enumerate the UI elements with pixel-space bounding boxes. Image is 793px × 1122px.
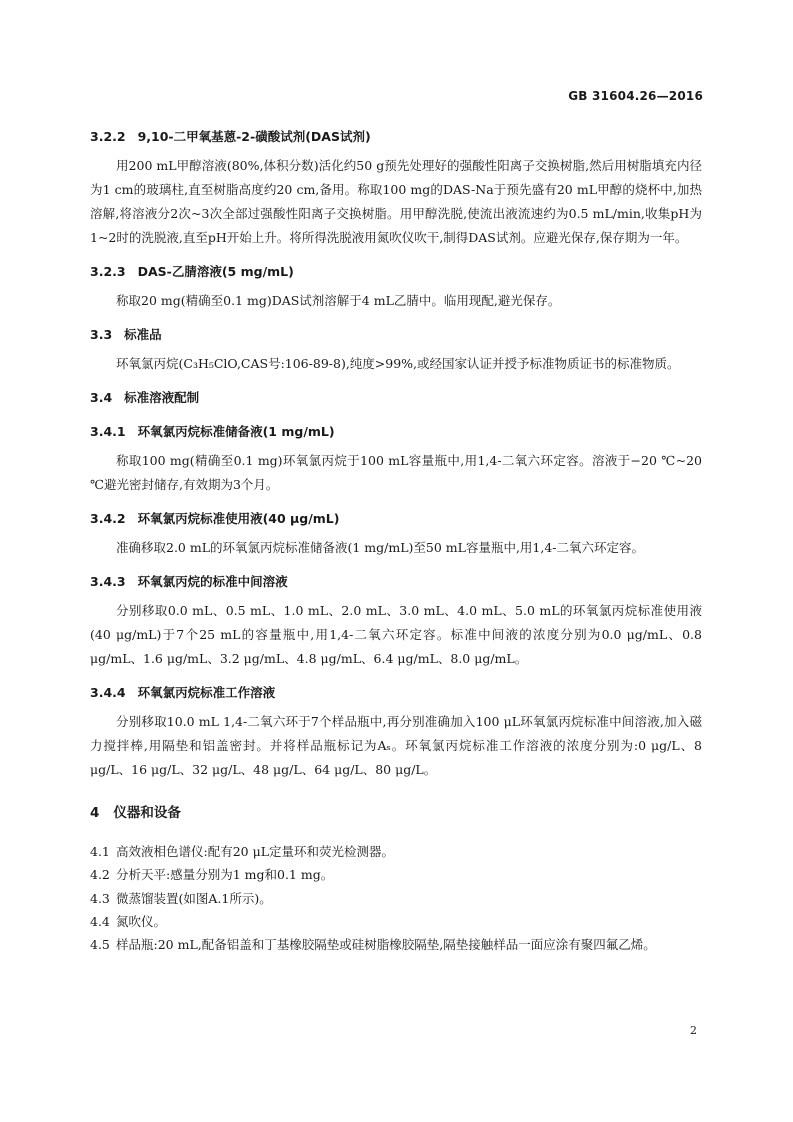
equipment-list (90, 840, 702, 956)
document-body (90, 128, 702, 956)
section-number: 3.2.3 (90, 264, 126, 279)
heading-3-4-4 (90, 684, 702, 702)
section-number: 3.4 (90, 390, 113, 405)
paragraph-3-3: 环氧氯丙烷(C₃H₅ClO,CAS号:106-89-8),纯度>99%,或经国家认证并授予标准物质证书的标准物质。 (116, 356, 680, 371)
standard-number: GB 31604.26—2016 (568, 89, 703, 103)
heading-3-3 (90, 326, 702, 344)
item-text: 样品瓶:20 mL,配备铝盖和丁基橡胶隔垫或硅树脂橡胶隔垫,隔垫接触样品一面应涂有聚四氟乙烯。 (116, 937, 656, 953)
paragraph-3-4-1: 称取100 mg(精确至0.1 mg)环氧氯丙烷于100 mL容量瓶中,用1,4-二氧六环定容。溶液于−20 ℃~20 ℃避光密封储存,有效期为3个月。 (90, 453, 702, 492)
heading-3-4-1 (90, 423, 702, 441)
paragraph-3-4-2: 准确移取2.0 mL的环氧氯丙烷标准储备液(1 mg/mL)至50 mL容量瓶中,用1,4-二氧六环定容。 (116, 540, 645, 555)
section-title: 标准品 (124, 327, 162, 342)
list-item (90, 933, 702, 956)
heading-4 (90, 804, 702, 822)
section-number: 3.4.4 (90, 685, 126, 700)
item-number: 4.1 (90, 844, 110, 859)
section-title: 环氧氯丙烷的标准中间溶液 (137, 574, 288, 589)
paragraph-3-4-3: 分别移取0.0 mL、0.5 mL、1.0 mL、2.0 mL、3.0 mL、4.0 mL、5.0 mL的环氧氯丙烷标准使用液(40 μg/mL)于7个25 mL的容量瓶中,用1,4-二氧六环定容。标准中间液的浓度分别为0.0 μg/mL、0.8 μg/mL、1.6 μg/mL、3.2 μg/mL、4.8 μg/mL、6.4 μg/mL、8.0 μg/mL。 (90, 603, 702, 666)
heading-3-4-3 (90, 573, 702, 591)
paragraph-3-2-3: 称取20 mg(精确至0.1 mg)DAS试剂溶解于4 mL乙腈中。临用现配,避光保存。 (116, 293, 561, 308)
section-number: 3.2.2 (90, 129, 126, 144)
heading-3-2-3 (90, 263, 702, 281)
list-item (90, 887, 702, 910)
section-title: 环氧氯丙烷标准储备液(1 mg/mL) (137, 424, 335, 439)
section-title: 标准溶液配制 (124, 390, 200, 405)
section-title: 仪器和设备 (113, 805, 181, 821)
paragraph-3-4-4: 分别移取10.0 mL 1,4-二氧六环于7个样品瓶中,再分别准确加入100 μL环氧氯丙烷标准中间溶液,加入磁力搅拌棒,用隔垫和铝盖密封。并将样品瓶标记为Aₛ。环氧氯丙烷标准工作溶液的浓度分别为:0 μg/L、8 μg/L、16 μg/L、32 μg/L、48 μg/L、64 μg/L、80 μg/L。 (90, 714, 702, 777)
section-title: 环氧氯丙烷标准使用液(40 μg/mL) (137, 511, 340, 526)
section-title: 9,10-二甲氧基蒽-2-磺酸试剂(DAS试剂) (137, 129, 371, 144)
item-number: 4.5 (90, 937, 110, 953)
section-number: 3.3 (90, 327, 113, 342)
section-number: 3.4.1 (90, 424, 126, 439)
list-item (90, 863, 702, 886)
list-item (90, 910, 702, 933)
section-number: 4 (90, 805, 100, 821)
item-text: 氮吹仪。 (116, 913, 167, 929)
heading-3-4 (90, 389, 702, 407)
section-title: 环氧氯丙烷标准工作溶液 (137, 685, 276, 700)
item-text: 高效液相色谱仪:配有20 μL定量环和荧光检测器。 (116, 844, 395, 859)
item-number: 4.3 (90, 890, 110, 906)
section-title: DAS-乙腈溶液(5 mg/mL) (137, 264, 294, 279)
item-text: 分析天平:感量分别为1 mg和0.1 mg。 (116, 867, 334, 883)
item-number: 4.4 (90, 913, 110, 929)
item-text: 微蒸馏装置(如图A.1所示)。 (116, 890, 272, 906)
list-item (90, 840, 702, 863)
section-number: 3.4.3 (90, 574, 126, 589)
paragraph-3-2-2: 用200 mL甲醇溶液(80%,体积分数)活化约50 g预先处理好的强酸性阳离子交换树脂,然后用树脂填充内径为1 cm的玻璃柱,直至树脂高度约20 cm,备用。称取100 mg的DAS-Na于预先盛有20 mL甲醇的烧杯中,加热溶解,将溶液分2次~3次全部过强酸性阳离子交换树脂。用甲醇洗脱,使流出液流速约为0.5 mL/min,收集pH为1~2时的洗脱液,直至pH开始上升。将所得洗脱液用氮吹仪吹干,制得DAS试剂。应避光保存,保存期为一年。 (90, 158, 702, 245)
section-number: 3.4.2 (90, 511, 126, 526)
heading-3-2-2 (90, 128, 702, 146)
item-number: 4.2 (90, 867, 110, 883)
page-number: 2 (690, 1024, 697, 1037)
heading-3-4-2 (90, 510, 702, 528)
